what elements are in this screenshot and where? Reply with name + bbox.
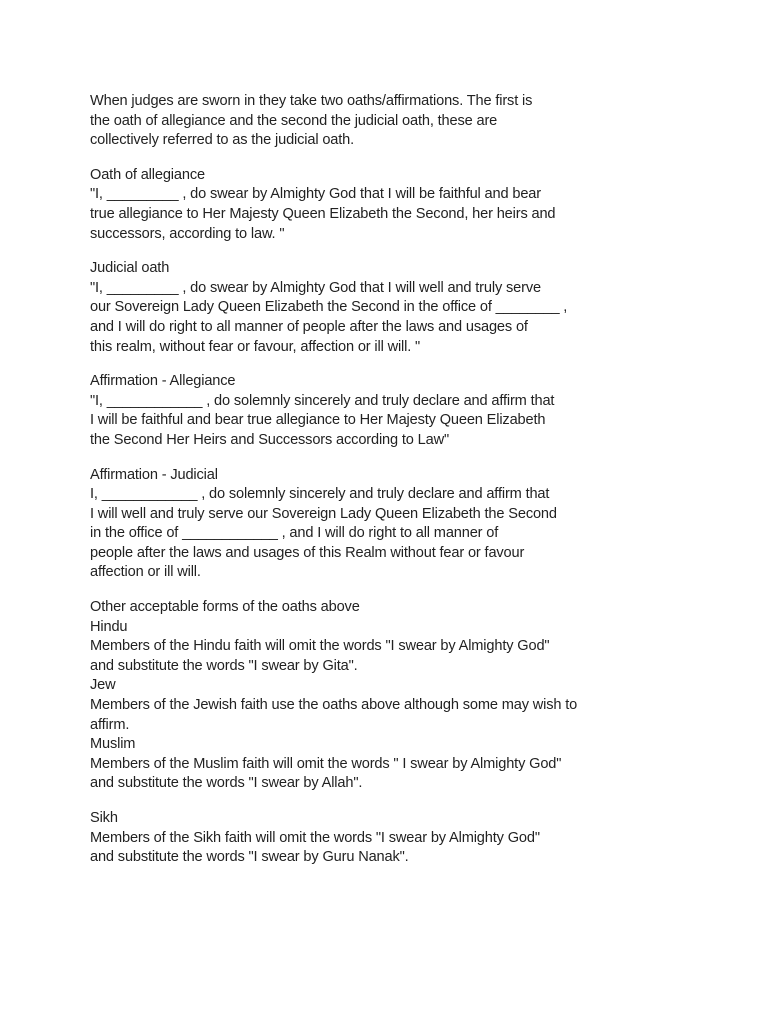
- oath-of-allegiance-section: [90, 166, 730, 244]
- faith-label-hindu: Hindu: [90, 618, 128, 635]
- affirmation-line: in the office of ____________ , and I will do right to all manner of: [90, 525, 499, 542]
- affirmation-line: I will be faithful and bear true allegiance to Her Majesty Queen Elizabeth: [90, 412, 546, 429]
- oath-line: our Sovereign Lady Queen Elizabeth the Second in the office of ________ ,: [90, 299, 568, 316]
- faith-text-line: affirm.: [90, 716, 130, 733]
- affirmation-line: affection or ill will.: [90, 564, 201, 581]
- faith-text-line: and substitute the words "I swear by Allah".: [90, 775, 363, 792]
- section-heading: Affirmation - Allegiance: [90, 373, 236, 390]
- oath-line: successors, according to law. ": [90, 225, 285, 242]
- document-page: [90, 92, 730, 868]
- faith-text-line: and substitute the words "I swear by Guru Nanak".: [90, 849, 409, 866]
- oath-line: "I, _________ , do swear by Almighty God that I will be faithful and bear: [90, 186, 541, 203]
- affirmation-allegiance-section: [90, 372, 730, 450]
- intro-line: the oath of allegiance and the second the judicial oath, these are: [90, 112, 498, 129]
- section-heading: Judicial oath: [90, 260, 170, 277]
- faith-label-jew: Jew: [90, 677, 116, 694]
- faith-text-line: and substitute the words "I swear by Gita".: [90, 657, 358, 674]
- faith-label-sikh: Sikh: [90, 810, 118, 826]
- faith-text-line: Members of the Hindu faith will omit the words "I swear by Almighty God": [90, 638, 550, 655]
- faith-text-line: Members of the Jewish faith use the oaths above although some may wish to: [90, 697, 578, 714]
- faith-text-line: Members of the Muslim faith will omit the words " I swear by Almighty God": [90, 755, 562, 772]
- sikh-section: [90, 809, 730, 868]
- intro-line: When judges are sworn in they take two oaths/affirmations. The first is: [90, 93, 533, 109]
- intro-paragraph: [90, 92, 730, 151]
- affirmation-line: "I, ____________ , do solemnly sincerely and truly declare and affirm that: [90, 392, 555, 409]
- faith-text-line: Members of the Sikh faith will omit the words "I swear by Almighty God": [90, 829, 540, 846]
- affirmation-line: people after the laws and usages of this Realm without fear or favour: [90, 544, 525, 561]
- oath-line: this realm, without fear or favour, affection or ill will. ": [90, 338, 421, 355]
- affirmation-judicial-section: [90, 466, 730, 584]
- oath-line: "I, _________ , do swear by Almighty God that I will well and truly serve: [90, 279, 541, 296]
- faith-label-muslim: Muslim: [90, 736, 136, 753]
- affirmation-line: I, ____________ , do solemnly sincerely and truly declare and affirm that: [90, 486, 550, 503]
- other-forms-section: [90, 598, 730, 794]
- affirmation-line: I will well and truly serve our Sovereign Lady Queen Elizabeth the Second: [90, 505, 557, 522]
- oath-line: and I will do right to all manner of people after the laws and usages of: [90, 318, 528, 335]
- section-heading: Oath of allegiance: [90, 166, 205, 183]
- oath-line: true allegiance to Her Majesty Queen Elizabeth the Second, her heirs and: [90, 205, 556, 222]
- section-heading: Affirmation - Judicial: [90, 466, 218, 483]
- judicial-oath-section: [90, 259, 730, 357]
- section-heading: Other acceptable forms of the oaths above: [90, 599, 360, 616]
- intro-line: collectively referred to as the judicial oath.: [90, 132, 355, 149]
- affirmation-line: the Second Her Heirs and Successors according to Law": [90, 431, 450, 448]
